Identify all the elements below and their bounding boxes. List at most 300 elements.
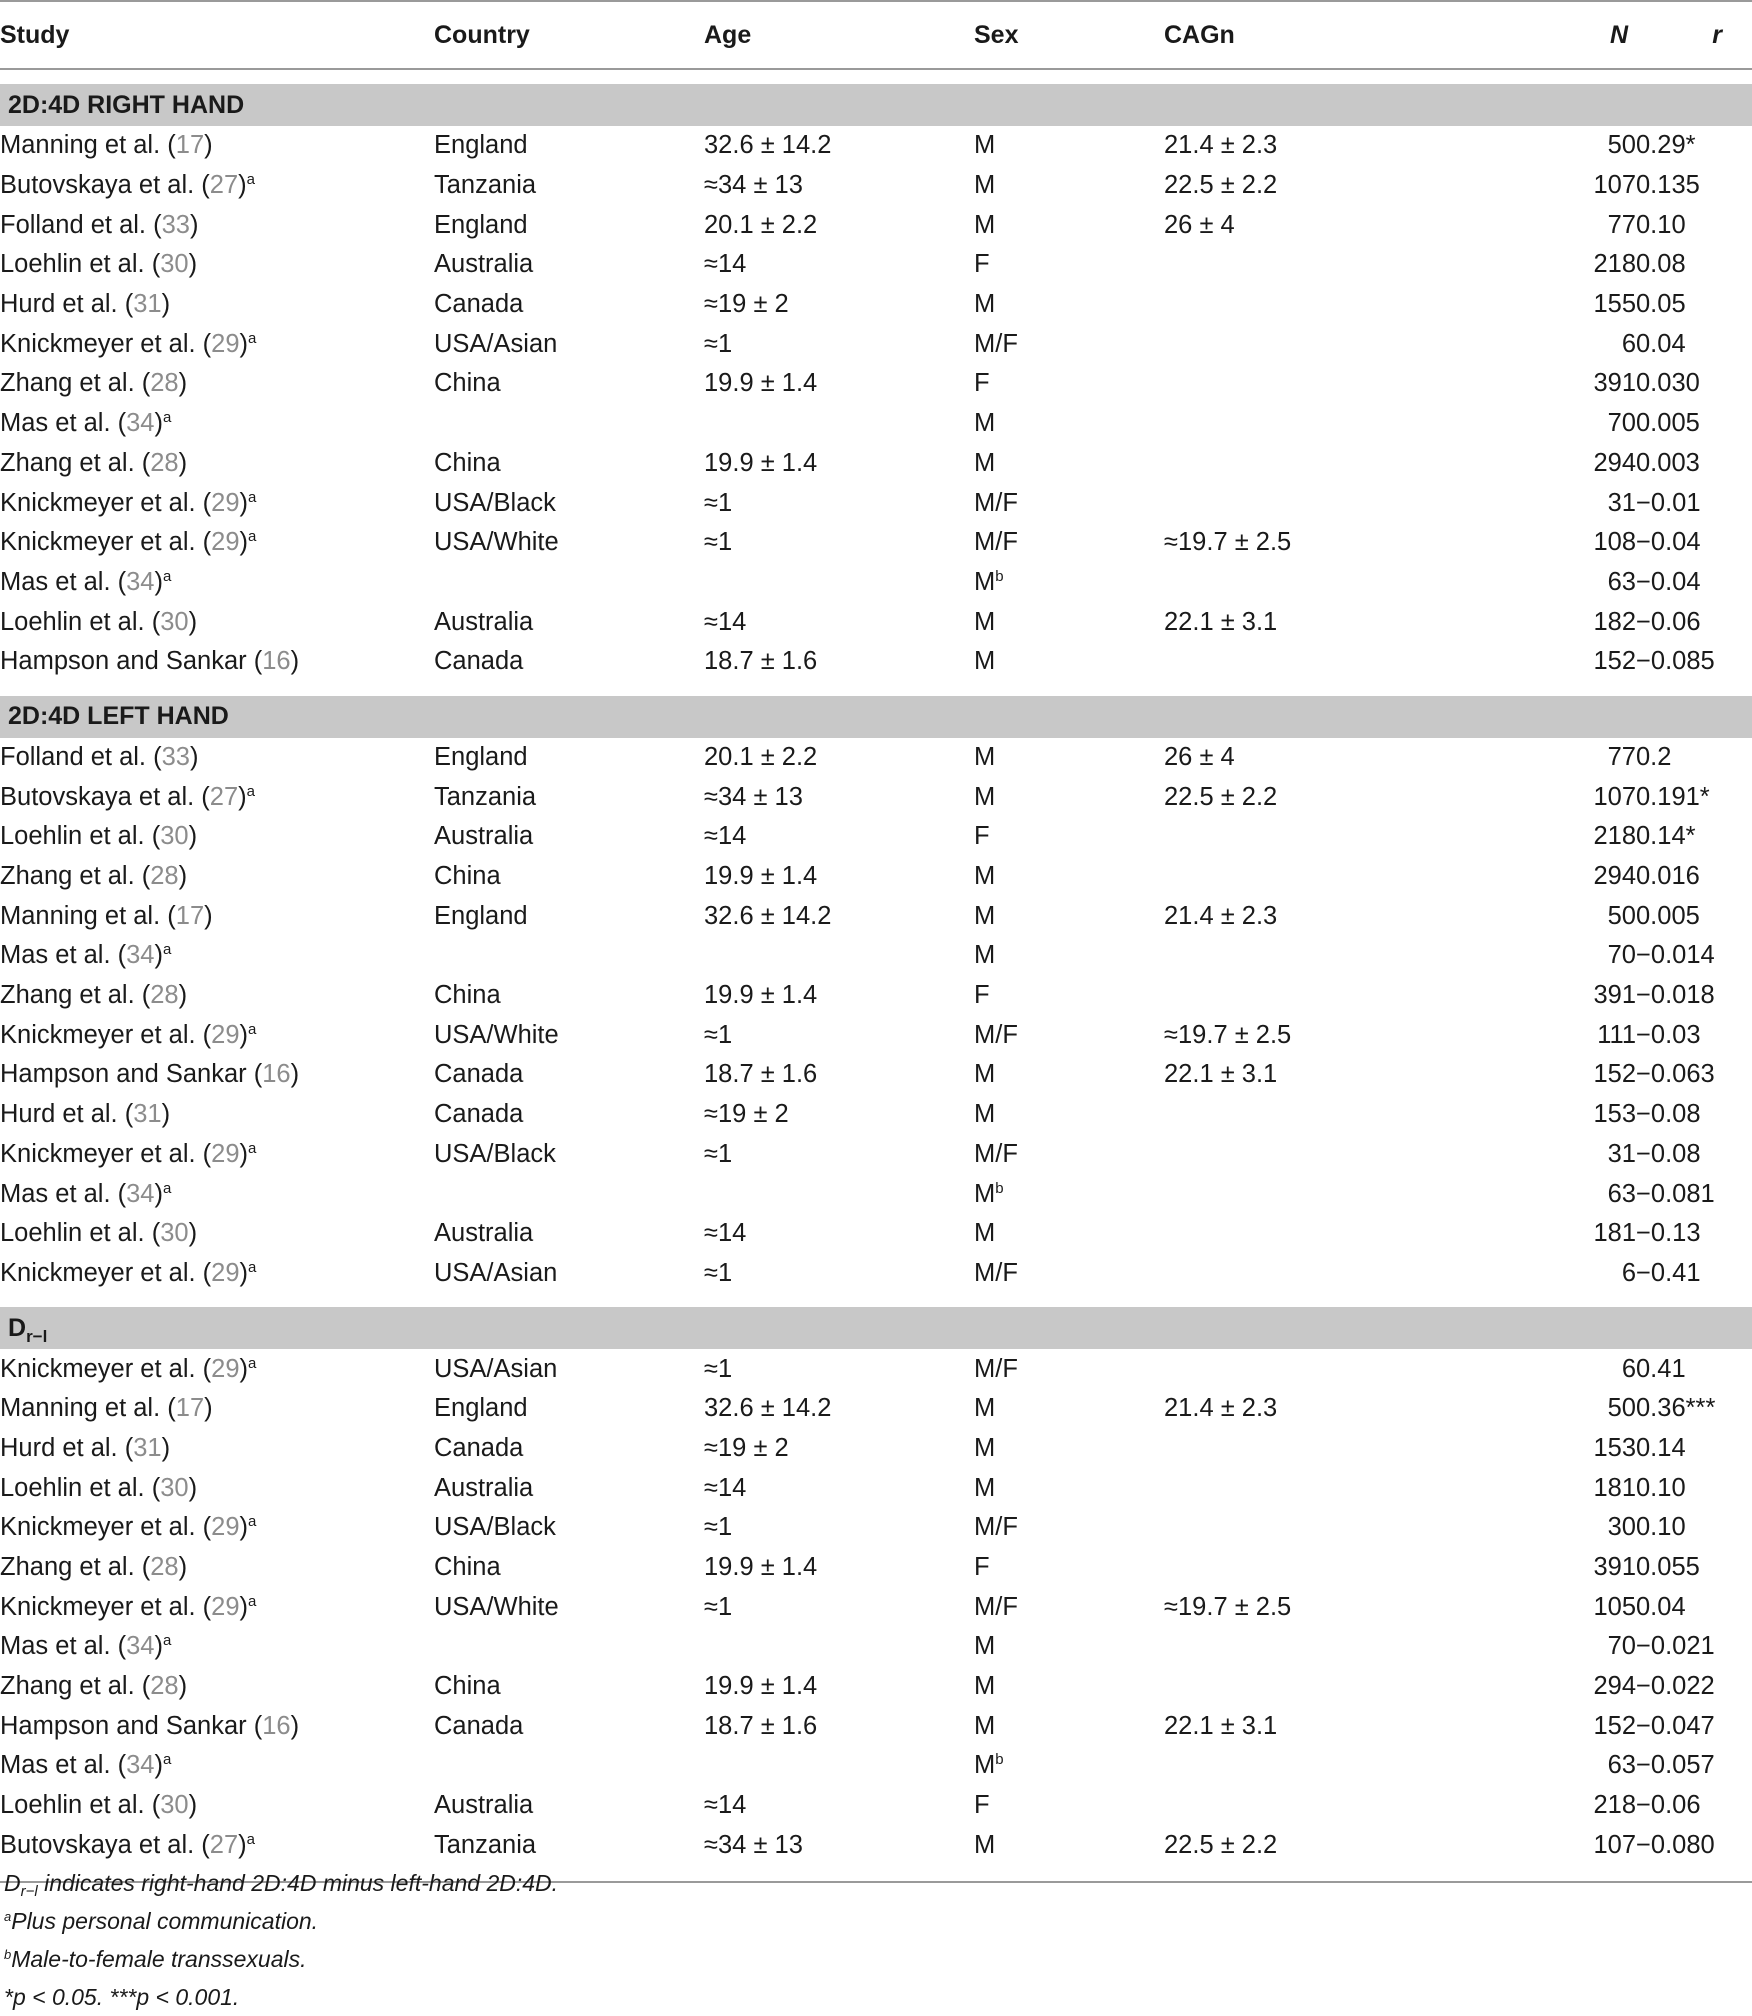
table-row xyxy=(0,1389,1752,1429)
cell-age: ≈34 ± 13 xyxy=(704,171,803,200)
cell-study: Knickmeyer et al. $(29)^a$ xyxy=(0,1020,257,1049)
section-title: 2D:4D LEFT HAND xyxy=(0,696,1752,738)
table-row xyxy=(0,205,1752,245)
cell-cagn: 22.5 ± 2.2 xyxy=(1164,1830,1278,1859)
cell-cagn xyxy=(1164,1174,1418,1214)
table-row xyxy=(0,976,1752,1016)
reference-number: 34 xyxy=(126,1179,155,1208)
cell-sex: M/F xyxy=(974,1592,1018,1621)
cell-country: China xyxy=(434,862,501,891)
reference-number: 30 xyxy=(160,1219,189,1248)
section-header xyxy=(0,1307,1752,1349)
cell-n: 107 xyxy=(1593,171,1636,200)
cell-r: 0.14 xyxy=(1636,1433,1686,1462)
col-header-n: N xyxy=(1418,1,1636,69)
cell-country: China xyxy=(434,1672,501,1701)
cell-country: USA/White xyxy=(434,1020,559,1049)
cell-age: 19.9 ± 1.4 xyxy=(704,1553,818,1582)
table-row xyxy=(0,896,1752,936)
cell-sex: M/F xyxy=(974,528,1018,557)
cell-country: USA/Asian xyxy=(434,1354,558,1383)
cell-n: 50 xyxy=(1607,901,1636,930)
reference-number: 30 xyxy=(160,822,189,851)
reference-number: 29 xyxy=(211,1354,240,1383)
cell-country: Canada xyxy=(434,1711,524,1740)
cell-age: ≈1 xyxy=(704,1592,733,1621)
cell-age: ≈14 xyxy=(704,1791,747,1820)
reference-number: 30 xyxy=(160,1473,189,1502)
cell-n: 70 xyxy=(1607,1632,1636,1661)
reference-number: 29 xyxy=(211,488,240,517)
cell-sex: M xyxy=(974,782,996,811)
cell-country: China xyxy=(434,981,501,1010)
cell-country: USA/Black xyxy=(434,1513,556,1542)
cell-r: 0.10 xyxy=(1636,210,1686,239)
reference-number: 29 xyxy=(211,1592,240,1621)
reference-number: 28 xyxy=(150,1553,179,1582)
cell-country: England xyxy=(434,1394,528,1423)
table-row xyxy=(0,936,1752,976)
cell-r: 0.2 xyxy=(1636,742,1672,771)
cell-n: 50 xyxy=(1607,1394,1636,1423)
reference-number: 31 xyxy=(133,1100,162,1129)
cell-sex: M xyxy=(974,210,996,239)
cell-age: ≈1 xyxy=(704,1354,733,1383)
reference-number: 28 xyxy=(150,448,179,477)
cell-country: England xyxy=(434,131,528,160)
cell-sex: F xyxy=(974,1791,990,1820)
reference-number: 29 xyxy=(211,329,240,358)
table-row xyxy=(0,1746,1752,1786)
cell-study: Knickmeyer et al. $(29)^a$ xyxy=(0,1513,257,1542)
cell-cagn xyxy=(1164,817,1418,857)
reference-number: 29 xyxy=(211,1513,240,1542)
cell-r: 0.055 xyxy=(1636,1553,1700,1582)
cell-sex: M/F xyxy=(974,1020,1018,1049)
cell-cagn xyxy=(1164,1429,1418,1469)
cell-sex: F xyxy=(974,981,990,1010)
cell-study: Zhang et al. (28) xyxy=(0,1672,188,1701)
cell-sex: $M^b$ xyxy=(974,1179,1004,1208)
cell-sex: M xyxy=(974,171,996,200)
cell-sex: M xyxy=(974,1219,996,1248)
cell-cagn xyxy=(1164,444,1418,484)
footnote-d-definition: $D_{r-l}$ indicates right-hand 2D:4D minus left-hand 2D:4D. xyxy=(4,1870,559,1900)
cell-n: 63 xyxy=(1607,567,1636,596)
col-header-r: r xyxy=(1636,1,1752,69)
cell-cagn xyxy=(1164,1627,1418,1667)
reference-number: 17 xyxy=(175,1394,205,1423)
cell-age: ≈1 xyxy=(704,1513,733,1542)
cell-country: Australia xyxy=(434,1791,534,1820)
cell-country: USA/Black xyxy=(434,488,556,517)
cell-cagn xyxy=(1164,1214,1418,1254)
cell-age: 19.9 ± 1.4 xyxy=(704,369,818,398)
cell-sex: M xyxy=(974,1711,996,1740)
cell-r: −0.080 xyxy=(1636,1830,1715,1859)
cell-cagn xyxy=(1164,1746,1418,1786)
cell-study: Manning et al. (17) xyxy=(0,901,213,930)
cell-country: USA/Asian xyxy=(434,329,558,358)
cell-r: 0.030 xyxy=(1636,369,1700,398)
reference-number: 29 xyxy=(211,1020,240,1049)
cell-r: 0.14* xyxy=(1636,822,1696,851)
cell-cagn xyxy=(1164,1135,1418,1175)
table-row xyxy=(0,738,1752,778)
cell-study: Zhang et al. (28) xyxy=(0,1553,188,1582)
cell-cagn: 22.5 ± 2.2 xyxy=(1164,171,1278,200)
cell-sex: M xyxy=(974,1672,996,1701)
col-header-age: Age xyxy=(704,1,974,69)
cell-study: Knickmeyer et al. $(29)^a$ xyxy=(0,1592,257,1621)
cell-n: 63 xyxy=(1607,1179,1636,1208)
cell-n: 182 xyxy=(1593,607,1636,636)
cell-sex: M xyxy=(974,131,996,160)
table-row xyxy=(0,444,1752,484)
cell-r: 0.135 xyxy=(1636,171,1700,200)
cell-cagn xyxy=(1164,563,1418,603)
cell-cagn xyxy=(1164,1786,1418,1826)
reference-number: 28 xyxy=(150,862,179,891)
cell-study: Zhang et al. (28) xyxy=(0,369,188,398)
cell-sex: M xyxy=(974,1100,996,1129)
cell-sex: M xyxy=(974,607,996,636)
cell-n: 107 xyxy=(1593,782,1636,811)
cell-study: Zhang et al. (28) xyxy=(0,448,188,477)
cell-cagn xyxy=(1164,936,1418,976)
cell-age: 19.9 ± 1.4 xyxy=(704,862,818,891)
cell-country: Canada xyxy=(434,1060,524,1089)
cell-r: −0.04 xyxy=(1636,528,1701,557)
cell-age: ≈1 xyxy=(704,1258,733,1287)
cell-age: 32.6 ± 14.2 xyxy=(704,901,832,930)
reference-number: 34 xyxy=(126,409,155,438)
cell-age: ≈14 xyxy=(704,1219,747,1248)
cell-n: 218 xyxy=(1593,250,1636,279)
cell-n: 294 xyxy=(1593,862,1636,891)
cell-cagn: 21.4 ± 2.3 xyxy=(1164,1394,1278,1423)
section-title: 2D:4D RIGHT HAND xyxy=(0,84,1752,126)
table-row xyxy=(0,777,1752,817)
cell-n: 105 xyxy=(1593,1592,1636,1621)
cell-age: ≈14 xyxy=(704,1473,747,1502)
table-row xyxy=(0,1349,1752,1389)
cell-country: USA/Black xyxy=(434,1139,556,1168)
cell-age: 20.1 ± 2.2 xyxy=(704,210,818,239)
reference-number: 16 xyxy=(262,1060,291,1089)
table-row xyxy=(0,285,1752,325)
cell-age: ≈14 xyxy=(704,250,747,279)
cell-r: −0.06 xyxy=(1636,607,1701,636)
cell-age: 18.7 ± 1.6 xyxy=(704,647,818,676)
footnote-b: $^b$Male-to-female transsexuals. xyxy=(4,1946,307,1972)
cell-r: 0.08 xyxy=(1636,250,1686,279)
cell-country: Australia xyxy=(434,1473,534,1502)
cell-age: ≈14 xyxy=(704,822,747,851)
table-row xyxy=(0,1254,1752,1294)
reference-number: 30 xyxy=(160,607,189,636)
cell-country: USA/Asian xyxy=(434,1258,558,1287)
reference-number: 33 xyxy=(161,210,190,239)
table-row xyxy=(0,1468,1752,1508)
table-row xyxy=(0,1135,1752,1175)
cell-r: −0.063 xyxy=(1636,1060,1715,1089)
cell-sex: F xyxy=(974,1553,990,1582)
cell-cagn: 22.1 ± 3.1 xyxy=(1164,1711,1278,1740)
table-row xyxy=(0,1786,1752,1826)
cell-study: Manning et al. (17) xyxy=(0,131,213,160)
cell-age: ≈14 xyxy=(704,607,747,636)
cell-cagn: 21.4 ± 2.3 xyxy=(1164,131,1278,160)
cell-study: Butovskaya et al. $(27)^a$ xyxy=(0,1830,255,1859)
cell-age: ≈19 ± 2 xyxy=(704,1433,789,1462)
cell-country: Tanzania xyxy=(434,171,537,200)
reference-number: 16 xyxy=(262,647,291,676)
table-row xyxy=(0,642,1752,682)
cell-age: ≈19 ± 2 xyxy=(704,1100,789,1129)
cell-country xyxy=(434,1627,704,1667)
cell-age: ≈1 xyxy=(704,1020,733,1049)
cell-country xyxy=(434,404,704,444)
cell-sex: M xyxy=(974,1060,996,1089)
cell-cagn xyxy=(1164,976,1418,1016)
cell-n: 108 xyxy=(1593,528,1636,557)
cell-n: 153 xyxy=(1593,1433,1636,1462)
cell-cagn xyxy=(1164,324,1418,364)
cell-study: Butovskaya et al. $(27)^a$ xyxy=(0,171,255,200)
cell-study: Mas et al. $(34)^a$ xyxy=(0,567,172,596)
cell-country: England xyxy=(434,901,528,930)
table-row xyxy=(0,1667,1752,1707)
table-row xyxy=(0,1548,1752,1588)
reference-number: 28 xyxy=(150,369,179,398)
cell-country: Australia xyxy=(434,822,534,851)
cell-n: 391 xyxy=(1593,981,1636,1010)
cell-age xyxy=(704,936,974,976)
section-spacer xyxy=(0,682,1752,696)
cell-age xyxy=(704,1746,974,1786)
reference-number: 31 xyxy=(133,1433,162,1462)
table-row xyxy=(0,602,1752,642)
cell-n: 77 xyxy=(1607,210,1636,239)
cell-study: Folland et al. (33) xyxy=(0,742,199,771)
cell-n: 30 xyxy=(1607,1513,1636,1542)
reference-number: 28 xyxy=(150,1672,179,1701)
cell-age: 18.7 ± 1.6 xyxy=(704,1711,818,1740)
table-row xyxy=(0,364,1752,404)
reference-number: 31 xyxy=(133,290,162,319)
cell-country: China xyxy=(434,369,501,398)
cell-sex: F xyxy=(974,822,990,851)
cell-n: 155 xyxy=(1593,290,1636,319)
cell-n: 77 xyxy=(1607,742,1636,771)
cell-country xyxy=(434,1746,704,1786)
cell-r: 0.191* xyxy=(1636,782,1710,811)
cell-cagn xyxy=(1164,245,1418,285)
cell-r: 0.005 xyxy=(1636,901,1700,930)
cell-sex: M xyxy=(974,901,996,930)
cell-sex: M/F xyxy=(974,1139,1018,1168)
section-header xyxy=(0,696,1752,738)
cell-sex: $M^b$ xyxy=(974,1751,1004,1780)
cell-r: −0.08 xyxy=(1636,1100,1701,1129)
cell-study: Loehlin et al. (30) xyxy=(0,1219,198,1248)
reference-number: 33 xyxy=(161,742,190,771)
cell-age: ≈1 xyxy=(704,329,733,358)
cell-n: 218 xyxy=(1593,822,1636,851)
table-row xyxy=(0,817,1752,857)
table-row xyxy=(0,1587,1752,1627)
table-row xyxy=(0,523,1752,563)
cell-sex: M/F xyxy=(974,488,1018,517)
cell-study: Mas et al. $(34)^a$ xyxy=(0,941,172,970)
cell-study: Knickmeyer et al. $(29)^a$ xyxy=(0,528,257,557)
cell-cagn: 26 ± 4 xyxy=(1164,210,1235,239)
cell-sex: F xyxy=(974,250,990,279)
cell-age: 32.6 ± 14.2 xyxy=(704,131,832,160)
cell-cagn: 21.4 ± 2.3 xyxy=(1164,901,1278,930)
cell-n: 294 xyxy=(1593,1672,1636,1701)
cell-study: Zhang et al. (28) xyxy=(0,862,188,891)
table-row xyxy=(0,1095,1752,1135)
cell-sex: M xyxy=(974,742,996,771)
cell-age xyxy=(704,1627,974,1667)
col-header-study: Study xyxy=(0,1,434,69)
cell-r: 0.003 xyxy=(1636,448,1700,477)
cell-study: Knickmeyer et al. $(29)^a$ xyxy=(0,1354,257,1383)
table-row xyxy=(0,1429,1752,1469)
cell-country: Australia xyxy=(434,250,534,279)
cell-r: 0.05 xyxy=(1636,290,1686,319)
cell-study: Loehlin et al. (30) xyxy=(0,607,198,636)
table-row xyxy=(0,1214,1752,1254)
cell-r: −0.13 xyxy=(1636,1219,1701,1248)
cell-n: 70 xyxy=(1607,941,1636,970)
cell-age: 19.9 ± 1.4 xyxy=(704,1672,818,1701)
reference-number: 27 xyxy=(209,171,239,200)
cell-cagn: 22.1 ± 3.1 xyxy=(1164,607,1278,636)
cell-sex: M xyxy=(974,409,996,438)
cell-country: England xyxy=(434,742,528,771)
cell-study: Hampson and Sankar (16) xyxy=(0,647,300,676)
section-spacer xyxy=(0,1293,1752,1307)
cell-study: Mas et al. $(34)^a$ xyxy=(0,409,172,438)
cell-study: Manning et al. (17) xyxy=(0,1394,213,1423)
cell-cagn xyxy=(1164,1548,1418,1588)
section-spacer xyxy=(0,69,1752,84)
cell-r: −0.41 xyxy=(1636,1258,1701,1287)
cell-study: Knickmeyer et al. $(29)^a$ xyxy=(0,1139,257,1168)
cell-study: Knickmeyer et al. $(29)^a$ xyxy=(0,488,257,517)
footnotes xyxy=(4,1864,1744,2016)
cell-age: ≈34 ± 13 xyxy=(704,782,803,811)
cell-r: −0.06 xyxy=(1636,1791,1701,1820)
reference-number: 30 xyxy=(160,1791,189,1820)
reference-number: 27 xyxy=(209,1830,239,1859)
table-row xyxy=(0,1055,1752,1095)
cell-study: Loehlin et al. (30) xyxy=(0,1791,198,1820)
cell-cagn: 22.1 ± 3.1 xyxy=(1164,1060,1278,1089)
cell-sex: M xyxy=(974,290,996,319)
cell-n: 6 xyxy=(1621,1258,1636,1287)
cell-study: Mas et al. $(34)^a$ xyxy=(0,1179,172,1208)
cell-country xyxy=(434,936,704,976)
cell-n: 391 xyxy=(1593,1553,1636,1582)
cell-age: ≈34 ± 13 xyxy=(704,1830,803,1859)
cell-n: 50 xyxy=(1607,131,1636,160)
table-row xyxy=(0,1826,1752,1866)
reference-number: 17 xyxy=(175,901,205,930)
cell-age xyxy=(704,404,974,444)
cell-age: 32.6 ± 14.2 xyxy=(704,1394,832,1423)
cell-cagn: ≈19.7 ± 2.5 xyxy=(1164,1020,1292,1049)
cell-n: 63 xyxy=(1607,1751,1636,1780)
header-row xyxy=(0,1,1752,69)
cell-cagn xyxy=(1164,1667,1418,1707)
cell-cagn xyxy=(1164,1468,1418,1508)
cell-country: Australia xyxy=(434,607,534,636)
cell-cagn xyxy=(1164,1508,1418,1548)
table-row xyxy=(0,563,1752,603)
cell-age: ≈1 xyxy=(704,528,733,557)
cell-study: Folland et al. (33) xyxy=(0,210,199,239)
reference-number: 34 xyxy=(126,941,155,970)
table-row xyxy=(0,483,1752,523)
col-header-country: Country xyxy=(434,1,704,69)
cell-cagn xyxy=(1164,285,1418,325)
cell-cagn xyxy=(1164,857,1418,897)
cell-r: 0.10 xyxy=(1636,1473,1686,1502)
cell-n: 111 xyxy=(1597,1020,1636,1049)
cell-r: 0.016 xyxy=(1636,862,1700,891)
cell-study: Loehlin et al. (30) xyxy=(0,822,198,851)
cell-sex: M xyxy=(974,1394,996,1423)
cell-sex: M/F xyxy=(974,1513,1018,1542)
cell-n: 181 xyxy=(1593,1219,1636,1248)
cell-cagn: ≈19.7 ± 2.5 xyxy=(1164,1592,1292,1621)
cell-country: Canada xyxy=(434,647,524,676)
cell-age: ≈1 xyxy=(704,488,733,517)
cell-sex: M xyxy=(974,1632,996,1661)
cell-study: Hurd et al. (31) xyxy=(0,1100,171,1129)
cell-r: −0.04 xyxy=(1636,567,1701,596)
cell-sex: M/F xyxy=(974,1258,1018,1287)
cell-study: Mas et al. $(34)^a$ xyxy=(0,1751,172,1780)
cell-r: −0.081 xyxy=(1636,1179,1715,1208)
reference-number: 30 xyxy=(160,250,189,279)
cell-country: England xyxy=(434,210,528,239)
cell-cagn xyxy=(1164,483,1418,523)
table-row xyxy=(0,1706,1752,1746)
cell-cagn: 26 ± 4 xyxy=(1164,742,1235,771)
reference-number: 28 xyxy=(150,981,179,1010)
cell-sex: M/F xyxy=(974,1354,1018,1383)
reference-number: 16 xyxy=(262,1711,291,1740)
reference-number: 29 xyxy=(211,528,240,557)
cell-n: 153 xyxy=(1593,1100,1636,1129)
cell-cagn: 22.5 ± 2.2 xyxy=(1164,782,1278,811)
cell-age: 19.9 ± 1.4 xyxy=(704,981,818,1010)
cell-r: −0.022 xyxy=(1636,1672,1715,1701)
cell-sex: F xyxy=(974,369,990,398)
cell-sex: M xyxy=(974,1473,996,1502)
cell-cagn xyxy=(1164,1095,1418,1135)
cell-r: 0.10 xyxy=(1636,1513,1686,1542)
table-row xyxy=(0,857,1752,897)
cell-age: 18.7 ± 1.6 xyxy=(704,1060,818,1089)
section-title: $D_{r-l}$ xyxy=(0,1307,1752,1349)
cell-age xyxy=(704,1174,974,1214)
